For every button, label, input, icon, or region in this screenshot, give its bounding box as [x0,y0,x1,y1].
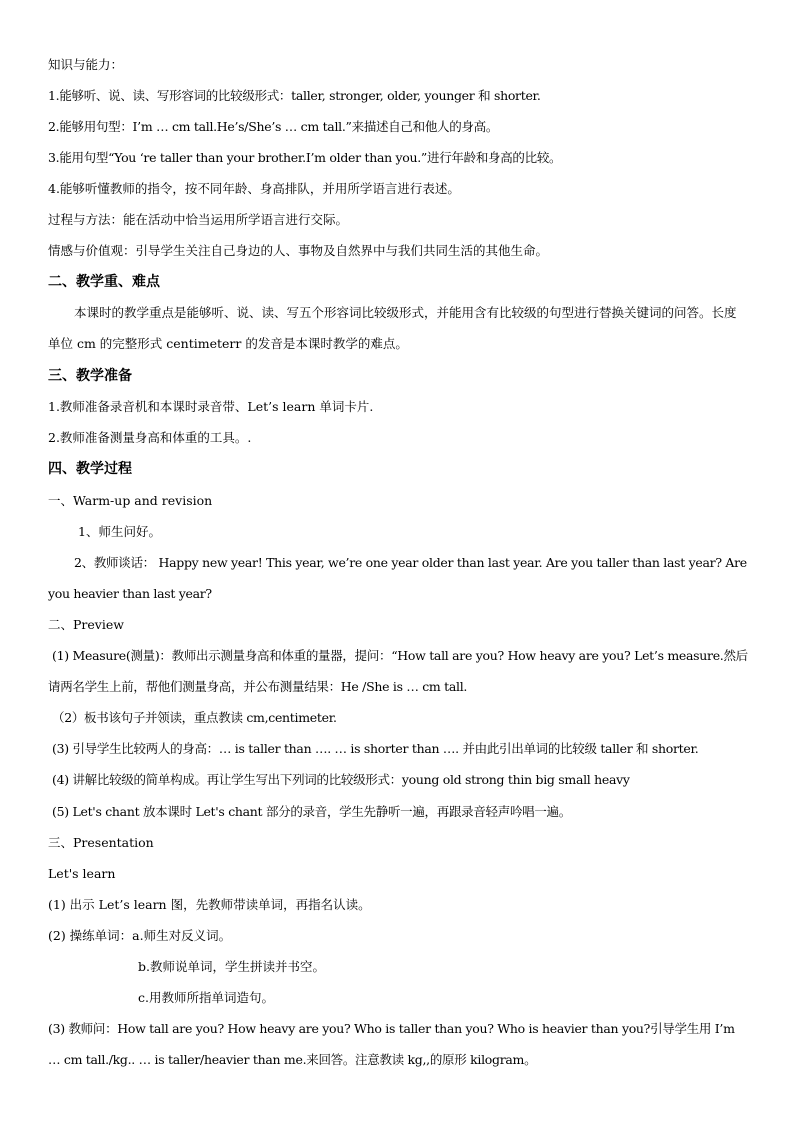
preview-item-3: (3) 引导学生比较两人的身高：… is taller than …. … is shorter than …. 并由此引出单词的比较级 taller 和 shorter. [52,741,699,756]
objective-item-4: 4.能够听懂教师的指令，按不同年龄、身高排队，并用所学语言进行表述。 [48,181,460,196]
warmup-item-1: 1、师生问好。 [78,524,161,539]
presentation-item-1: (1) 出示 Let’s learn 图，先教师带读单词，再指名认读。 [48,897,371,912]
emotion-objective: 情感与价值观：引导学生关注自己身边的人、事物及自然界中与我们共同生活的其他生命。 [48,243,549,258]
presentation-subitem-b: b.教师说单词，学生拼读并书空。 [138,959,325,974]
knowledge-title: 知识与能力： [48,57,124,72]
section-4-heading: 四、教学过程 [48,461,132,477]
warmup-title: 一、Warm-up and revision [48,493,213,508]
process-objective: 过程与方法：能在活动中恰当运用所学语言进行交际。 [48,212,349,227]
presentation-subtitle: Let's learn [48,866,116,881]
objective-item-3: 3.能用句型“You ‘re taller than your brother.I’m older than you.”进行年龄和身高的比较。 [48,150,562,165]
preview-title: 二、Preview [48,617,124,632]
presentation-item-2: (2) 操练单词：a.师生对反义词。 [48,928,232,943]
warmup-item-2: 2、教师谈话： Happy new year! This year, we’re one year older than last year. Are you taller than last year? Are you heavier than last year? [48,555,747,601]
section-2-body: 本课时的教学重点是能够听、说、读、写五个形容词比较级形式，并能用含有比较级的句型进行替换关键词的问答。长度单位 cm 的完整形式 centimeterr 的发音是本课时教学的难点。 [48,305,737,351]
prep-item-1: 1.教师准备录音机和本课时录音带、Let’s learn 单词卡片. [48,399,374,414]
objective-item-2: 2.能够用句型：I’m … cm tall.He’s/She’s … cm tall.”来描述自己和他人的身高。 [48,119,499,134]
section-3-heading: 三、教学准备 [48,368,132,384]
preview-item-4: (4) 讲解比较级的简单构成。再让学生写出下列词的比较级形式：young old strong thin big small heavy [52,772,630,787]
preview-item-2: （2）板书该句子并领读，重点教读 cm,centimeter. [52,710,337,725]
presentation-subitem-c: c.用教师所指单词造句。 [138,990,274,1005]
section-2-heading: 二、教学重、难点 [48,274,160,290]
preview-item-1: (1) Measure(测量)：教师出示测量身高和体重的量器，提问：“How tall are you? How heavy are you? Let’s measure.然后请两名学生上前，帮他们测量身高，并公布测量结果：He /She is … cm tall. [48,648,748,694]
presentation-title: 三、Presentation [48,835,154,850]
preview-item-5: (5) Let's chant 放本课时 Let's chant 部分的录音，学生先静听一遍，再跟录音轻声吟唱一遍。 [52,804,571,819]
prep-item-2: 2.教师准备测量身高和体重的工具。. [48,430,252,445]
presentation-item-3: (3) 教师问：How tall are you? How heavy are you? Who is taller than you? Who is heavier than you?引导学生用 I’m … cm tall./kg.. … is taller/heavier than me.来回答。注意教读 kg,,的原形 kilogram。 [48,1021,735,1067]
objective-item-1: 1.能够听、说、读、写形容词的比较级形式：taller, stronger, older, younger 和 shorter. [48,88,541,103]
